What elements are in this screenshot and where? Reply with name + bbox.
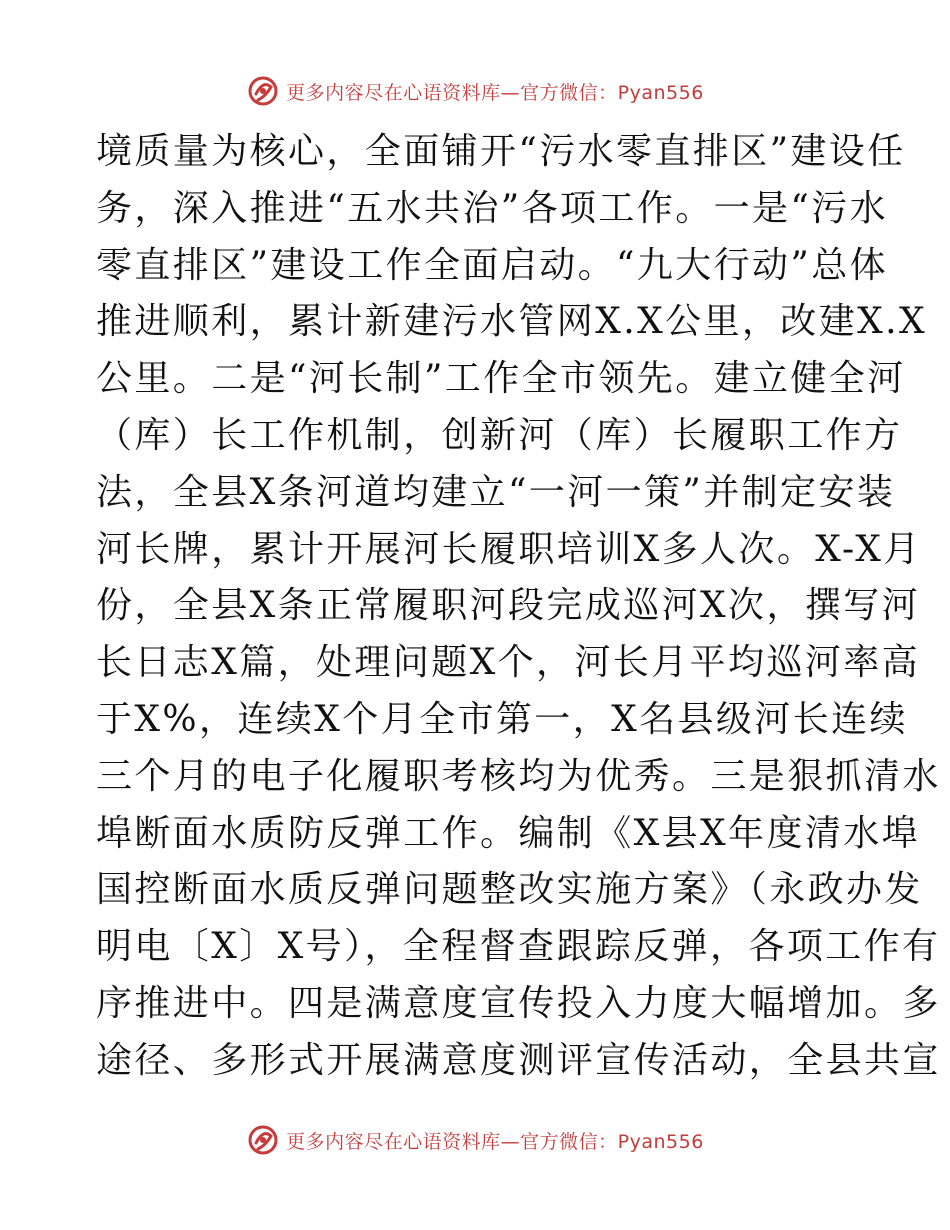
body-line: 境质量为核心，全面铺开“污水零直排区”建设任 [96, 131, 906, 172]
body-line: 务，深入推进“五水共治”各项工作。一是“污水 [96, 187, 889, 229]
header-banner-text: 更多内容尽在心语资料库—官方微信：Pyan556 [286, 81, 704, 104]
body-line: 零直排区”建设工作全面启动。“九大行动”总体 [96, 244, 889, 286]
body-line: 途径、多形式开展满意度测评宣传活动，全县共宣 [96, 1039, 941, 1081]
body-line: 于X%，连续X个月全市第一，X名县级河长连续 [96, 698, 908, 740]
body-line: 埠断面水质防反弹工作。编制《X县X年度清水埠 [96, 812, 921, 854]
footer-banner-text: 更多内容尽在心语资料库—官方微信：Pyan556 [286, 1130, 704, 1153]
body-line: 序推进中。四是满意度宣传投入力度大幅增加。多 [96, 982, 941, 1024]
body-line: 长日志X篇，处理问题X个，河长月平均巡河率高 [96, 642, 921, 684]
swirl-logo-icon [246, 1123, 280, 1157]
body-line: 三个月的电子化履职考核均为优秀。三是狠抓清水 [96, 755, 941, 797]
body-line: 明电〔X〕X号），全程督查跟踪反弹，各项工作有 [96, 926, 941, 968]
body-line: 河长牌，累计开展河长履职培训X多人次。X-X月 [96, 528, 922, 570]
footer-banner [0, 1120, 950, 1160]
body-line: 法，全县X条河道均建立“一河一策”并制定安装 [96, 471, 896, 513]
body-line: 国控断面水质反弹问题整改实施方案》（永政办发 [96, 869, 923, 911]
header-banner [0, 71, 950, 111]
body-line: （库）长工作机制，创新河（库）长履职工作方 [96, 414, 903, 456]
body-line: 份，全县X条正常履职河段完成巡河X次，撰写河 [96, 585, 921, 627]
body-line: 公里。二是“河长制”工作全市领先。建立健全河 [96, 358, 906, 400]
swirl-logo-icon [246, 74, 280, 108]
document-body [96, 124, 941, 1090]
body-line: 推进顺利，累计新建污水管网X.X公里，改建X.X [96, 301, 928, 343]
